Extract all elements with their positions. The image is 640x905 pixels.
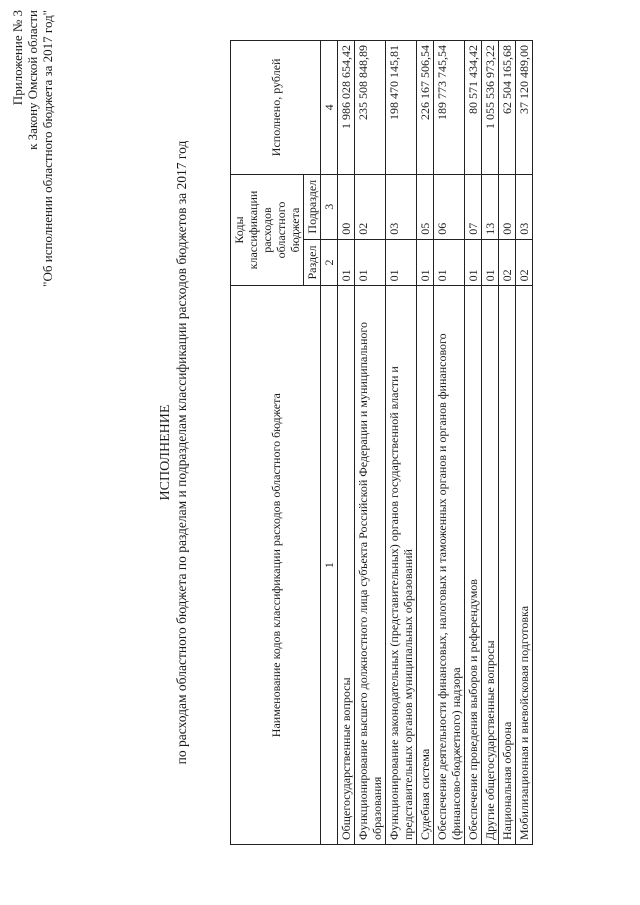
row-amount: 37 120 489,00: [516, 41, 533, 175]
row-amount: 235 508 848,89: [355, 41, 386, 175]
row-amount: 189 773 745,54: [434, 41, 465, 175]
row-name: Национальная оборона: [499, 286, 516, 845]
header-codes: Коды классификации расходов областного бюджета: [231, 174, 304, 286]
row-name: Общегосударственные вопросы: [338, 286, 355, 845]
row-subsection: 02: [355, 174, 386, 239]
table-row: [386, 41, 417, 845]
row-section: 02: [499, 239, 516, 286]
row-section: 01: [465, 239, 482, 286]
row-subsection: 00: [338, 174, 355, 239]
row-amount: 198 470 145,81: [386, 41, 417, 175]
row-subsection: 06: [434, 174, 465, 239]
table-row: [434, 41, 465, 845]
row-section: 01: [434, 239, 465, 286]
document-title: ИСПОЛНЕНИЕ: [158, 404, 173, 501]
table-row: [499, 41, 516, 845]
header-section: Раздел: [304, 239, 321, 286]
row-name: Функционирование высшего должностного лица субъекта Российской Федерации и муниципального образования: [355, 286, 386, 845]
table-row: [417, 41, 434, 845]
row-subsection: 03: [386, 174, 417, 239]
row-name: Другие общегосударственные вопросы: [482, 286, 499, 845]
table-row: [355, 41, 386, 845]
table-row: [338, 41, 355, 845]
row-section: 02: [516, 239, 533, 286]
row-amount: 226 167 506,54: [417, 41, 434, 175]
header-subsection: Подраздел: [304, 174, 321, 239]
row-name: Мобилизационная и вневойсковая подготовка: [516, 286, 533, 845]
annex-law: к Закону Омской области: [25, 10, 40, 150]
row-amount: 1 986 028 654,42: [338, 41, 355, 175]
column-number: 1: [321, 286, 338, 845]
header-amount: Исполнено, рублей: [231, 41, 321, 175]
column-number: 3: [321, 174, 338, 239]
row-subsection: 00: [499, 174, 516, 239]
row-section: 01: [386, 239, 417, 286]
annex-reference: [10, 10, 55, 287]
header-name: Наименование кодов классификации расходов областного бюджета: [231, 286, 321, 845]
row-subsection: 07: [465, 174, 482, 239]
column-number: 4: [321, 41, 338, 175]
row-name: Функционирование законодательных (представительных) органов государственной власти и представительных органов муниципальных образований: [386, 286, 417, 845]
row-section: 01: [482, 239, 499, 286]
row-subsection: 05: [417, 174, 434, 239]
row-name: Судебная система: [417, 286, 434, 845]
row-name: Обеспечение деятельности финансовых, налоговых и таможенных органов и органов финансового (финансово-бюджетного) надзора: [434, 286, 465, 845]
column-number: 2: [321, 239, 338, 286]
document-subtitle: по расходам областного бюджета по разделам и подразделам классификации расходов бюджетов за 2017 год: [174, 140, 189, 765]
column-number-row: [321, 41, 338, 845]
row-section: 01: [355, 239, 386, 286]
table-row: [465, 41, 482, 845]
row-name: Обеспечение проведения выборов и референдумов: [465, 286, 482, 845]
expenditure-table: [230, 40, 533, 845]
row-amount: 80 571 434,42: [465, 41, 482, 175]
row-section: 01: [417, 239, 434, 286]
annex-number: Приложение № 3: [10, 10, 25, 106]
row-section: 01: [338, 239, 355, 286]
annex-law-title: "Об исполнении областного бюджета за 2017 год": [40, 10, 55, 287]
row-subsection: 13: [482, 174, 499, 239]
table-row: [482, 41, 499, 845]
row-amount: 1 055 536 973,22: [482, 41, 499, 175]
row-amount: 62 504 165,68: [499, 41, 516, 175]
row-subsection: 03: [516, 174, 533, 239]
table-row: [516, 41, 533, 845]
